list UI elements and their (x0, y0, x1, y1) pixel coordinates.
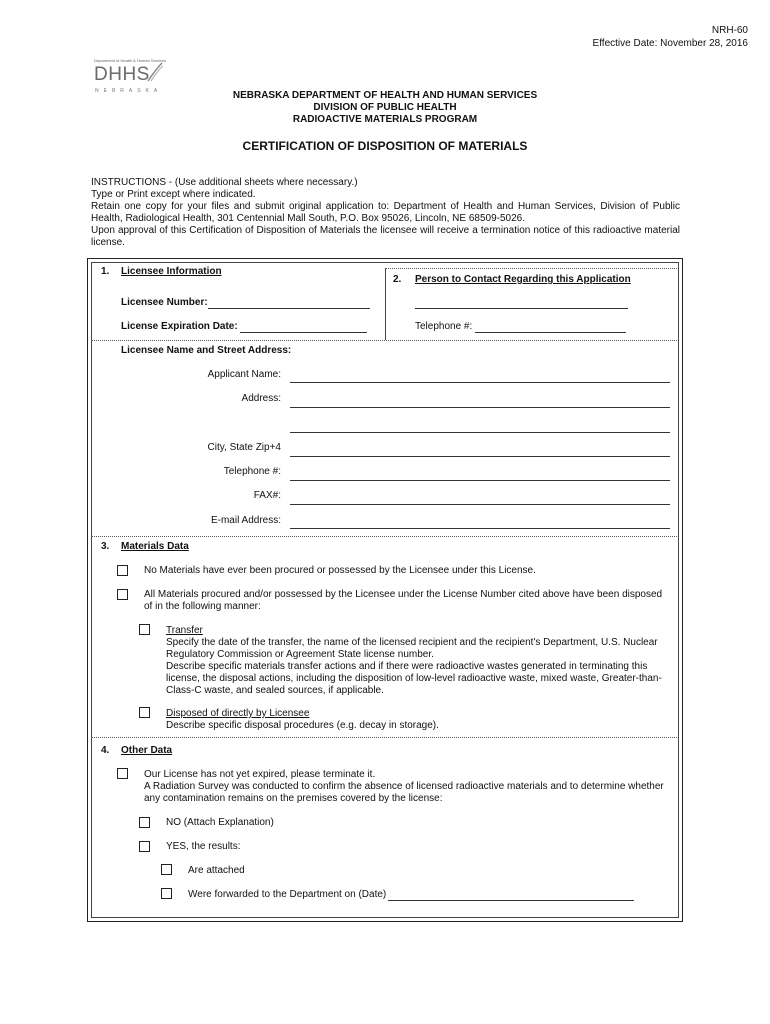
email-field[interactable] (290, 528, 670, 529)
logo-swoosh-icon (146, 61, 164, 83)
disposed-checkbox[interactable] (139, 707, 150, 718)
section2-number: 2. (393, 274, 402, 285)
expired-text1: Our License has not yet expired, please terminate it. (144, 769, 376, 780)
all-materials-text: All Materials procured and/or possessed by the Licensee under the License Number cited above have been disposed of in the following manner: (144, 589, 663, 612)
license-number-field[interactable] (208, 308, 370, 309)
logo-wordmark: DHHS (94, 64, 150, 85)
expiration-label: License Expiration Date: (121, 321, 238, 332)
agency-line2: DIVISION OF PUBLIC HEALTH (313, 102, 457, 113)
logo-state: NEBRASKA (95, 88, 163, 94)
address-label: Address: (241, 393, 281, 404)
contact-name-field[interactable] (415, 308, 628, 309)
section4-separator (91, 737, 677, 738)
disposed-text: Describe specific disposal procedures (e.g. decay in storage). (166, 720, 439, 731)
section4-number: 4. (101, 745, 110, 756)
disposed-block (166, 708, 671, 732)
expired-block (144, 769, 672, 805)
survey-yes-checkbox[interactable] (139, 841, 150, 852)
section1-separator (91, 340, 677, 341)
effective-date: Effective Date: November 28, 2016 (592, 38, 748, 49)
section2-title: Person to Contact Regarding this Application (415, 274, 631, 285)
license-number-label: Licensee Number: (121, 297, 208, 308)
applicant-name-label: Applicant Name: (207, 369, 281, 380)
logo-tagline: Department of Health & Human Services (94, 58, 167, 63)
instructions-line2: Type or Print except where indicated. (91, 189, 256, 200)
section3-separator (91, 536, 677, 537)
results-attached-checkbox[interactable] (161, 864, 172, 875)
section4-title: Other Data (121, 745, 173, 756)
transfer-text2: Describe specific materials transfer actions and if there were radioactive wastes generated in terminating this license, the disposal actions, including the disposition of low-level radioactive waste, mixed waste, Greater-than-Class-C waste, and sealed sources, if applicable. (166, 661, 662, 696)
section1-number: 1. (101, 266, 110, 277)
agency-line1: NEBRASKA DEPARTMENT OF HEALTH AND HUMAN SERVICES (232, 90, 538, 101)
transfer-text1: Specify the date of the transfer, the name of the licensed recipient and the recipient's Department, U.S. Nuclear Regulatory Commission or Agreement State license number. (166, 637, 658, 660)
instructions (91, 177, 680, 249)
results-attached-text: Are attached (188, 865, 245, 876)
results-forwarded-checkbox[interactable] (161, 888, 172, 899)
fax-label: FAX#: (253, 490, 281, 501)
agency-line3: RADIOACTIVE MATERIALS PROGRAM (292, 114, 478, 125)
instructions-line3: Retain one copy for your files and submit original application to: Department of Health and Human Services, Division of Public Health, Radiological Health, 301 Centennial Mall South, P.O. Box 95026, Lincoln, NE 68509-5026. (91, 201, 680, 224)
telephone-label: Telephone #: (223, 466, 281, 477)
no-materials-text: No Materials have ever been procured or possessed by the Licensee under this License. (144, 565, 536, 576)
all-materials-checkbox[interactable] (117, 589, 128, 600)
section3-title: Materials Data (121, 541, 189, 552)
address-field-line1[interactable] (290, 407, 670, 408)
form-number: NRH-60 (711, 25, 748, 36)
transfer-block (166, 625, 671, 697)
section1-title: Licensee Information (121, 266, 222, 277)
contact-telephone-field[interactable] (475, 332, 626, 333)
section3-number: 3. (101, 541, 110, 552)
applicant-name-field[interactable] (290, 382, 670, 383)
email-label: E-mail Address: (210, 515, 281, 526)
disposed-title: Disposed of directly by Licensee (166, 708, 310, 719)
name-address-label: Licensee Name and Street Address: (121, 345, 292, 356)
instructions-line1: INSTRUCTIONS - (Use additional sheets where necessary.) (91, 177, 358, 188)
survey-no-text: NO (Attach Explanation) (166, 817, 274, 828)
city-field[interactable] (290, 456, 670, 457)
survey-yes-text: YES, the results: (166, 841, 241, 852)
expired-text2: A Radiation Survey was conducted to confirm the absence of licensed radioactive materials and to determine whether any contamination remains on the premises covered by the license: (144, 781, 664, 804)
section2-top-rule (385, 268, 677, 269)
fax-field[interactable] (290, 504, 670, 505)
expiration-field[interactable] (240, 332, 367, 333)
forwarded-date-field[interactable] (388, 900, 634, 901)
telephone-field[interactable] (290, 480, 670, 481)
transfer-title: Transfer (166, 625, 203, 636)
transfer-checkbox[interactable] (139, 624, 150, 635)
form-header (593, 24, 748, 50)
contact-telephone-label: Telephone #: (415, 321, 473, 332)
form-title: CERTIFICATION OF DISPOSITION OF MATERIALS (242, 139, 528, 153)
agency-heading (0, 90, 770, 126)
address-field-line2[interactable] (290, 432, 670, 433)
section-divider-vertical (385, 268, 386, 340)
city-label: City, State Zip+4 (207, 442, 281, 453)
survey-no-checkbox[interactable] (139, 817, 150, 828)
results-forwarded-text: Were forwarded to the Department on (Date) (188, 889, 387, 900)
expired-checkbox[interactable] (117, 768, 128, 779)
no-materials-checkbox[interactable] (117, 565, 128, 576)
instructions-line4: Upon approval of this Certification of Disposition of Materials the licensee will receive a termination notice of this radioactive material license. (91, 225, 680, 248)
